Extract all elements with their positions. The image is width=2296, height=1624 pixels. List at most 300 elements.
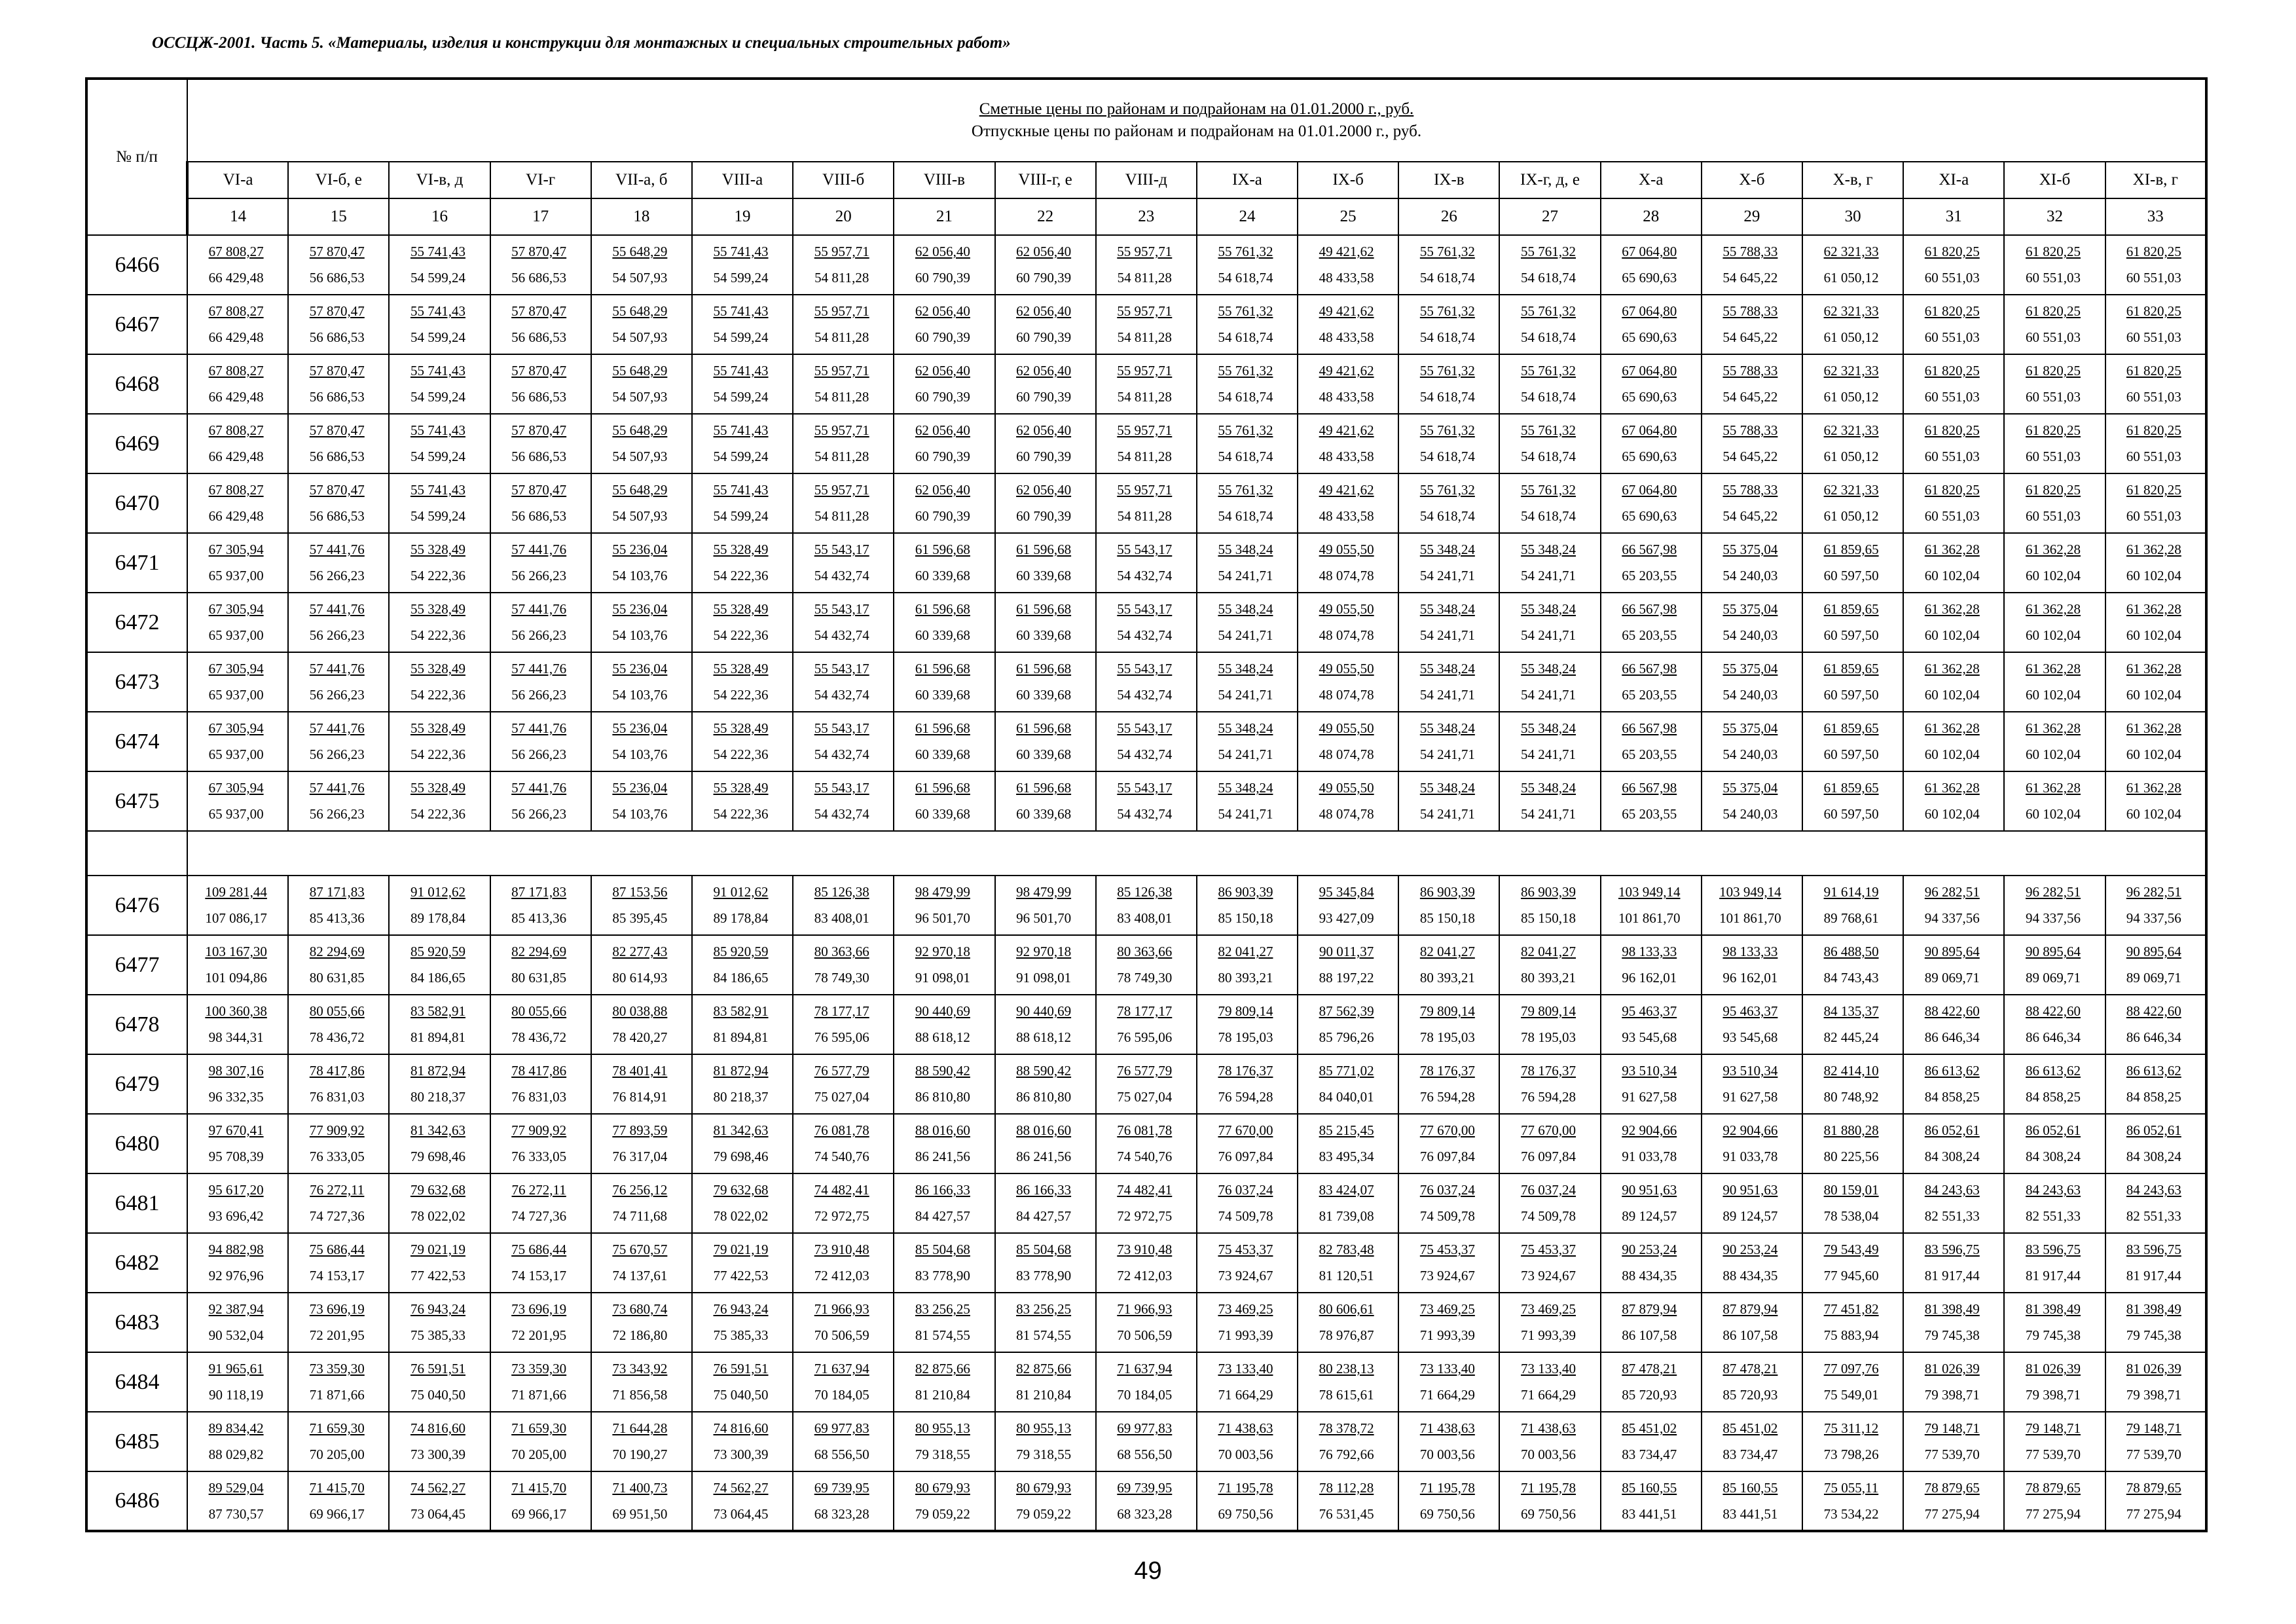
estimate-price: 55 741,43 [713, 244, 769, 259]
price-cell [1298, 414, 1398, 473]
release-price: 61 050,12 [1823, 389, 1879, 405]
estimate-price: 55 741,43 [410, 422, 465, 438]
estimate-price: 98 133,33 [1722, 944, 1778, 959]
release-price: 60 102,04 [2025, 627, 2081, 643]
price-cell [1499, 295, 1600, 354]
release-price: 71 664,29 [1419, 1387, 1475, 1403]
release-price: 60 102,04 [1924, 687, 1980, 703]
price-cell [389, 533, 490, 593]
price-cell [591, 235, 692, 295]
release-price: 54 645,22 [1722, 270, 1778, 286]
price-cell [591, 995, 692, 1054]
estimate-price: 81 026,39 [1924, 1361, 1980, 1376]
table-row [86, 712, 2206, 771]
estimate-price: 88 590,42 [1016, 1063, 1072, 1079]
price-cell [1096, 1352, 1197, 1412]
price-cell [995, 235, 1096, 295]
estimate-price: 74 562,27 [713, 1479, 769, 1496]
price-cell [1499, 354, 1600, 414]
release-price: 54 618,74 [1419, 389, 1475, 405]
estimate-price: 78 176,37 [1218, 1063, 1273, 1079]
price-cell [1903, 1173, 2004, 1233]
price-cell [1197, 935, 1298, 995]
estimate-price: 55 761,32 [1218, 303, 1273, 319]
price-cell [1702, 533, 1802, 593]
estimate-price: 57 441,76 [309, 780, 365, 796]
price-cell [288, 771, 389, 831]
estimate-price: 55 348,24 [1218, 780, 1273, 796]
release-price: 60 102,04 [2025, 806, 2081, 822]
estimate-price: 78 879,65 [1924, 1479, 1980, 1496]
estimate-price: 61 362,28 [2025, 542, 2081, 557]
estimate-price: 61 596,68 [1016, 720, 1072, 736]
release-price: 60 597,50 [1823, 568, 1879, 583]
release-price: 60 790,39 [915, 270, 970, 286]
price-cell [793, 533, 894, 593]
row-number: 6480 [86, 1114, 187, 1173]
release-price: 48 433,58 [1319, 329, 1374, 345]
price-cell [187, 533, 288, 593]
release-price: 65 690,63 [1622, 449, 1677, 464]
price-cell [490, 593, 591, 652]
estimate-price: 55 348,24 [1521, 542, 1576, 557]
price-cell [894, 1233, 994, 1293]
release-price: 101 861,70 [1618, 910, 1681, 926]
estimate-price: 55 328,49 [410, 542, 465, 557]
price-cell [288, 533, 389, 593]
price-cell [490, 1352, 591, 1412]
estimate-price: 62 321,33 [1823, 363, 1879, 378]
release-price: 60 102,04 [2126, 627, 2181, 643]
estimate-price: 77 451,82 [1823, 1301, 1879, 1317]
price-cell [288, 712, 389, 771]
price-cell [389, 354, 490, 414]
release-price: 54 103,76 [612, 627, 668, 643]
price-cell [1096, 1173, 1197, 1233]
price-cell [389, 1471, 490, 1531]
estimate-price: 81 342,63 [713, 1122, 769, 1138]
estimate-price: 90 895,64 [2025, 944, 2081, 959]
estimate-price: 55 236,04 [612, 542, 668, 557]
release-price: 93 545,68 [1722, 1029, 1778, 1045]
release-price: 90 532,04 [208, 1327, 264, 1343]
price-cell [1802, 354, 1903, 414]
price-cell [1298, 533, 1398, 593]
estimate-price: 55 957,71 [1117, 244, 1173, 259]
price-cell [692, 354, 793, 414]
estimate-price: 80 159,01 [1823, 1182, 1879, 1198]
estimate-price: 55 788,33 [1722, 422, 1778, 438]
table-row [86, 1293, 2206, 1352]
price-cell [1197, 876, 1298, 935]
estimate-price: 55 788,33 [1722, 363, 1778, 378]
price-cell [2004, 1233, 2105, 1293]
estimate-price: 55 761,32 [1521, 422, 1576, 438]
price-cell [793, 1054, 894, 1114]
release-price: 74 540,76 [814, 1149, 869, 1164]
release-price: 54 599,24 [410, 508, 465, 524]
estimate-price: 67 305,94 [208, 601, 264, 617]
release-price: 81 894,81 [410, 1029, 465, 1045]
release-price: 86 646,34 [2126, 1029, 2181, 1045]
estimate-price: 57 441,76 [511, 720, 567, 736]
release-price: 79 059,22 [1016, 1505, 1072, 1522]
price-cell [1298, 1114, 1398, 1173]
estimate-price: 87 153,56 [612, 884, 668, 900]
release-price: 60 790,39 [915, 508, 970, 524]
estimate-price: 73 696,19 [309, 1301, 365, 1317]
release-price: 78 195,03 [1521, 1029, 1576, 1045]
release-price: 81 739,08 [1319, 1208, 1374, 1224]
release-price: 54 507,93 [612, 329, 668, 345]
estimate-price: 79 809,14 [1419, 1003, 1475, 1019]
price-cell [995, 533, 1096, 593]
estimate-price: 73 469,25 [1521, 1301, 1576, 1317]
estimate-price: 76 591,51 [713, 1361, 769, 1376]
price-cell [1601, 1352, 1702, 1412]
estimate-price: 61 820,25 [2126, 482, 2181, 498]
table-row [86, 1412, 2206, 1471]
price-cell [1802, 1352, 1903, 1412]
estimate-price: 69 739,95 [814, 1479, 869, 1496]
release-price: 78 538,04 [1823, 1208, 1879, 1224]
region-header: XI-а [1903, 162, 2004, 198]
estimate-price: 71 659,30 [511, 1420, 567, 1436]
estimate-price: 55 543,17 [1117, 780, 1173, 796]
release-price: 54 618,74 [1218, 389, 1273, 405]
release-price: 78 615,61 [1319, 1387, 1374, 1403]
estimate-price: 61 362,28 [2025, 661, 2081, 676]
estimate-price: 61 859,65 [1823, 661, 1879, 676]
price-cell [2004, 995, 2105, 1054]
estimate-price: 55 761,32 [1521, 482, 1576, 498]
release-price: 60 551,03 [2126, 329, 2181, 345]
table-row [86, 1054, 2206, 1114]
estimate-price: 90 951,63 [1722, 1182, 1778, 1198]
region-header: IX-б [1298, 162, 1398, 198]
price-cell [490, 652, 591, 712]
estimate-price: 49 421,62 [1319, 422, 1374, 438]
estimate-price: 87 879,94 [1622, 1301, 1677, 1317]
estimate-price: 55 957,71 [1117, 482, 1173, 498]
release-price: 56 266,23 [309, 568, 365, 583]
estimate-price: 79 148,71 [2025, 1420, 2081, 1436]
estimate-price: 80 679,93 [1016, 1479, 1072, 1496]
price-cell [894, 533, 994, 593]
price-cell [288, 876, 389, 935]
price-cell [1903, 593, 2004, 652]
estimate-price: 55 328,49 [410, 661, 465, 676]
price-cell [2004, 1114, 2105, 1173]
estimate-price: 73 359,30 [511, 1361, 567, 1376]
estimate-price: 91 614,19 [1823, 884, 1879, 900]
release-price: 72 972,75 [1117, 1208, 1173, 1224]
release-price: 48 074,78 [1319, 687, 1374, 703]
price-cell [1398, 1352, 1499, 1412]
price-cell [2105, 593, 2206, 652]
estimate-price: 66 567,98 [1622, 720, 1677, 736]
estimate-price: 55 348,24 [1419, 601, 1475, 617]
estimate-price: 109 281,44 [205, 884, 267, 900]
estimate-price: 71 438,63 [1419, 1420, 1475, 1436]
release-price: 54 432,74 [814, 806, 869, 822]
estimate-price: 83 596,75 [1924, 1242, 1980, 1257]
release-price: 78 749,30 [814, 970, 869, 986]
estimate-price: 85 126,38 [814, 884, 869, 900]
release-price: 74 509,78 [1521, 1208, 1576, 1224]
release-price: 96 501,70 [1016, 910, 1072, 926]
estimate-price: 83 582,91 [410, 1003, 465, 1019]
estimate-price: 55 648,29 [612, 303, 668, 319]
estimate-price: 85 451,02 [1622, 1420, 1677, 1436]
price-cell [995, 935, 1096, 995]
price-cell [1702, 1352, 1802, 1412]
release-price: 56 686,53 [511, 508, 567, 524]
release-price: 48 074,78 [1319, 627, 1374, 643]
price-cell [2004, 652, 2105, 712]
release-price: 75 040,50 [713, 1387, 769, 1403]
estimate-price: 86 613,62 [2025, 1063, 2081, 1079]
estimate-price: 85 126,38 [1117, 884, 1173, 900]
estimate-price: 77 893,59 [612, 1122, 668, 1138]
column-number: 21 [894, 198, 994, 235]
price-cell [187, 593, 288, 652]
release-price: 68 556,50 [814, 1447, 869, 1462]
estimate-price: 55 348,24 [1521, 661, 1576, 676]
release-price: 60 551,03 [1924, 329, 1980, 345]
release-price: 82 551,33 [2126, 1208, 2181, 1224]
price-cell [1096, 1233, 1197, 1293]
estimate-price: 78 378,72 [1319, 1420, 1374, 1436]
price-cell [2004, 876, 2105, 935]
price-cell [1398, 1293, 1499, 1352]
estimate-price: 73 469,25 [1419, 1301, 1475, 1317]
release-price: 54 618,74 [1521, 389, 1576, 405]
row-number: 6467 [86, 295, 187, 354]
price-cell [995, 1233, 1096, 1293]
estimate-price: 71 400,73 [612, 1479, 668, 1496]
estimate-price: 55 375,04 [1722, 780, 1778, 796]
release-price: 54 618,74 [1521, 329, 1576, 345]
price-cell [692, 473, 793, 533]
table-row [86, 473, 2206, 533]
table-row [86, 652, 2206, 712]
release-price: 71 664,29 [1218, 1387, 1273, 1403]
price-cell [1197, 1293, 1298, 1352]
release-price: 101 094,86 [205, 970, 267, 986]
release-price: 76 333,05 [511, 1149, 567, 1164]
price-cell [1903, 295, 2004, 354]
release-price: 54 240,03 [1722, 747, 1778, 762]
price-cell [389, 1114, 490, 1173]
estimate-price: 61 820,25 [2025, 303, 2081, 319]
estimate-price: 90 895,64 [1924, 944, 1980, 959]
estimate-price: 78 177,17 [814, 1003, 869, 1019]
release-price: 84 858,25 [2025, 1089, 2081, 1105]
release-price: 54 599,24 [713, 270, 769, 286]
price-cell [187, 712, 288, 771]
estimate-price: 81 398,49 [2025, 1301, 2081, 1317]
release-price: 84 308,24 [2025, 1149, 2081, 1164]
release-price: 60 551,03 [2025, 270, 2081, 286]
price-cell [1096, 995, 1197, 1054]
estimate-price: 74 562,27 [410, 1479, 465, 1496]
release-price: 54 241,71 [1521, 627, 1576, 643]
release-price: 69 750,56 [1218, 1505, 1273, 1522]
price-cell [1601, 935, 1702, 995]
estimate-price: 71 659,30 [309, 1420, 365, 1436]
price-cell [591, 593, 692, 652]
release-price: 60 102,04 [1924, 627, 1980, 643]
estimate-price: 80 363,66 [1117, 944, 1173, 959]
price-cell [2105, 1471, 2206, 1531]
price-cell [995, 876, 1096, 935]
release-price: 60 597,50 [1823, 747, 1879, 762]
price-cell [389, 1054, 490, 1114]
estimate-price: 78 879,65 [2126, 1479, 2181, 1496]
estimate-price: 83 256,25 [915, 1301, 970, 1317]
price-cell [2105, 712, 2206, 771]
release-price: 54 645,22 [1722, 508, 1778, 524]
release-price: 80 614,93 [612, 970, 668, 986]
estimate-price: 91 012,62 [410, 884, 465, 900]
release-price: 54 241,71 [1419, 568, 1475, 583]
estimate-price: 86 166,33 [915, 1182, 970, 1198]
release-price: 73 924,67 [1521, 1268, 1576, 1283]
release-price: 83 441,51 [1722, 1505, 1778, 1522]
separator-cell [86, 831, 187, 876]
price-cell [1702, 235, 1802, 295]
price-cell [1499, 771, 1600, 831]
estimate-price: 81 026,39 [2126, 1361, 2181, 1376]
release-price: 73 798,26 [1823, 1447, 1879, 1462]
release-price: 77 539,70 [2126, 1447, 2181, 1462]
price-cell [995, 593, 1096, 652]
price-cell [1802, 995, 1903, 1054]
estimate-price: 89 529,04 [208, 1479, 264, 1496]
release-price: 54 432,74 [814, 687, 869, 703]
region-header: X-в, г [1802, 162, 1903, 198]
table-row [86, 414, 2206, 473]
estimate-price: 55 741,43 [410, 363, 465, 378]
release-price: 61 050,12 [1823, 329, 1879, 345]
release-price: 69 951,50 [612, 1505, 668, 1522]
release-price: 61 050,12 [1823, 508, 1879, 524]
release-price: 54 241,71 [1521, 806, 1576, 822]
price-cell [692, 1412, 793, 1471]
estimate-price: 78 176,37 [1521, 1063, 1576, 1079]
release-price: 86 810,80 [915, 1089, 970, 1105]
row-number: 6473 [86, 652, 187, 712]
release-price: 65 937,00 [208, 627, 264, 643]
estimate-price: 61 820,25 [2126, 303, 2181, 319]
estimate-price: 81 880,28 [1823, 1122, 1879, 1138]
estimate-price: 86 903,39 [1521, 884, 1576, 900]
price-cell [1702, 876, 1802, 935]
price-cell [1802, 235, 1903, 295]
price-cell [1903, 414, 2004, 473]
price-cell [1702, 1233, 1802, 1293]
release-price: 56 266,23 [511, 568, 567, 583]
price-cell [591, 712, 692, 771]
release-price: 60 790,39 [915, 389, 970, 405]
estimate-price: 86 613,62 [1924, 1063, 1980, 1079]
price-cell [1802, 1412, 1903, 1471]
release-price: 66 429,48 [208, 270, 264, 286]
estimate-price: 71 644,28 [612, 1420, 668, 1436]
price-cell [1298, 712, 1398, 771]
estimate-price: 55 348,24 [1419, 720, 1475, 736]
release-price: 54 618,74 [1521, 508, 1576, 524]
release-price: 70 506,59 [814, 1327, 869, 1343]
estimate-price: 83 424,07 [1319, 1182, 1374, 1198]
release-price: 54 432,74 [814, 747, 869, 762]
estimate-price: 84 243,63 [2025, 1182, 2081, 1198]
estimate-price: 77 670,00 [1521, 1122, 1576, 1138]
estimate-price: 91 012,62 [713, 884, 769, 900]
release-price: 83 408,01 [814, 910, 869, 926]
estimate-price: 92 904,66 [1722, 1122, 1778, 1138]
estimate-price: 81 398,49 [2126, 1301, 2181, 1317]
release-price: 60 551,03 [2025, 329, 2081, 345]
estimate-price: 98 479,99 [1016, 884, 1072, 900]
estimate-price: 75 686,44 [511, 1242, 567, 1257]
price-cell [389, 235, 490, 295]
price-cell [490, 995, 591, 1054]
release-price: 54 599,24 [410, 270, 465, 286]
price-cell [490, 712, 591, 771]
row-number: 6483 [86, 1293, 187, 1352]
price-cell [1197, 1173, 1298, 1233]
price-cell [995, 414, 1096, 473]
estimate-price: 73 343,92 [612, 1361, 668, 1376]
column-number: 24 [1197, 198, 1298, 235]
price-cell [1398, 354, 1499, 414]
release-price: 60 790,39 [1016, 389, 1072, 405]
price-cell [1398, 1471, 1499, 1531]
estimate-price: 88 422,60 [2025, 1003, 2081, 1019]
release-price: 84 308,24 [2126, 1149, 2181, 1164]
price-cell [591, 354, 692, 414]
price-cell [288, 1114, 389, 1173]
estimate-price: 67 808,27 [208, 303, 264, 319]
price-cell [490, 354, 591, 414]
estimate-price: 71 637,94 [1117, 1361, 1173, 1376]
price-cell [1499, 712, 1600, 771]
estimate-price: 103 167,30 [205, 944, 267, 959]
price-cell [1499, 1233, 1600, 1293]
estimate-price: 85 451,02 [1722, 1420, 1778, 1436]
price-cell [1601, 235, 1702, 295]
price-cell [793, 414, 894, 473]
release-price: 77 539,70 [2025, 1447, 2081, 1462]
estimate-price: 55 328,49 [713, 661, 769, 676]
price-cell [1096, 473, 1197, 533]
estimate-price: 86 052,61 [1924, 1122, 1980, 1138]
price-cell [2105, 1114, 2206, 1173]
estimate-price: 71 195,78 [1521, 1479, 1576, 1496]
row-number-header: № п/п [86, 79, 187, 235]
price-cell [2105, 1293, 2206, 1352]
release-price: 54 222,36 [713, 806, 769, 822]
release-price: 65 203,55 [1622, 568, 1677, 583]
release-price: 85 413,36 [309, 910, 365, 926]
estimate-price: 78 112,28 [1319, 1479, 1374, 1496]
estimate-price: 61 859,65 [1823, 780, 1879, 796]
release-price: 54 432,74 [814, 568, 869, 583]
release-price: 48 433,58 [1319, 449, 1374, 464]
release-price: 75 883,94 [1823, 1327, 1879, 1343]
